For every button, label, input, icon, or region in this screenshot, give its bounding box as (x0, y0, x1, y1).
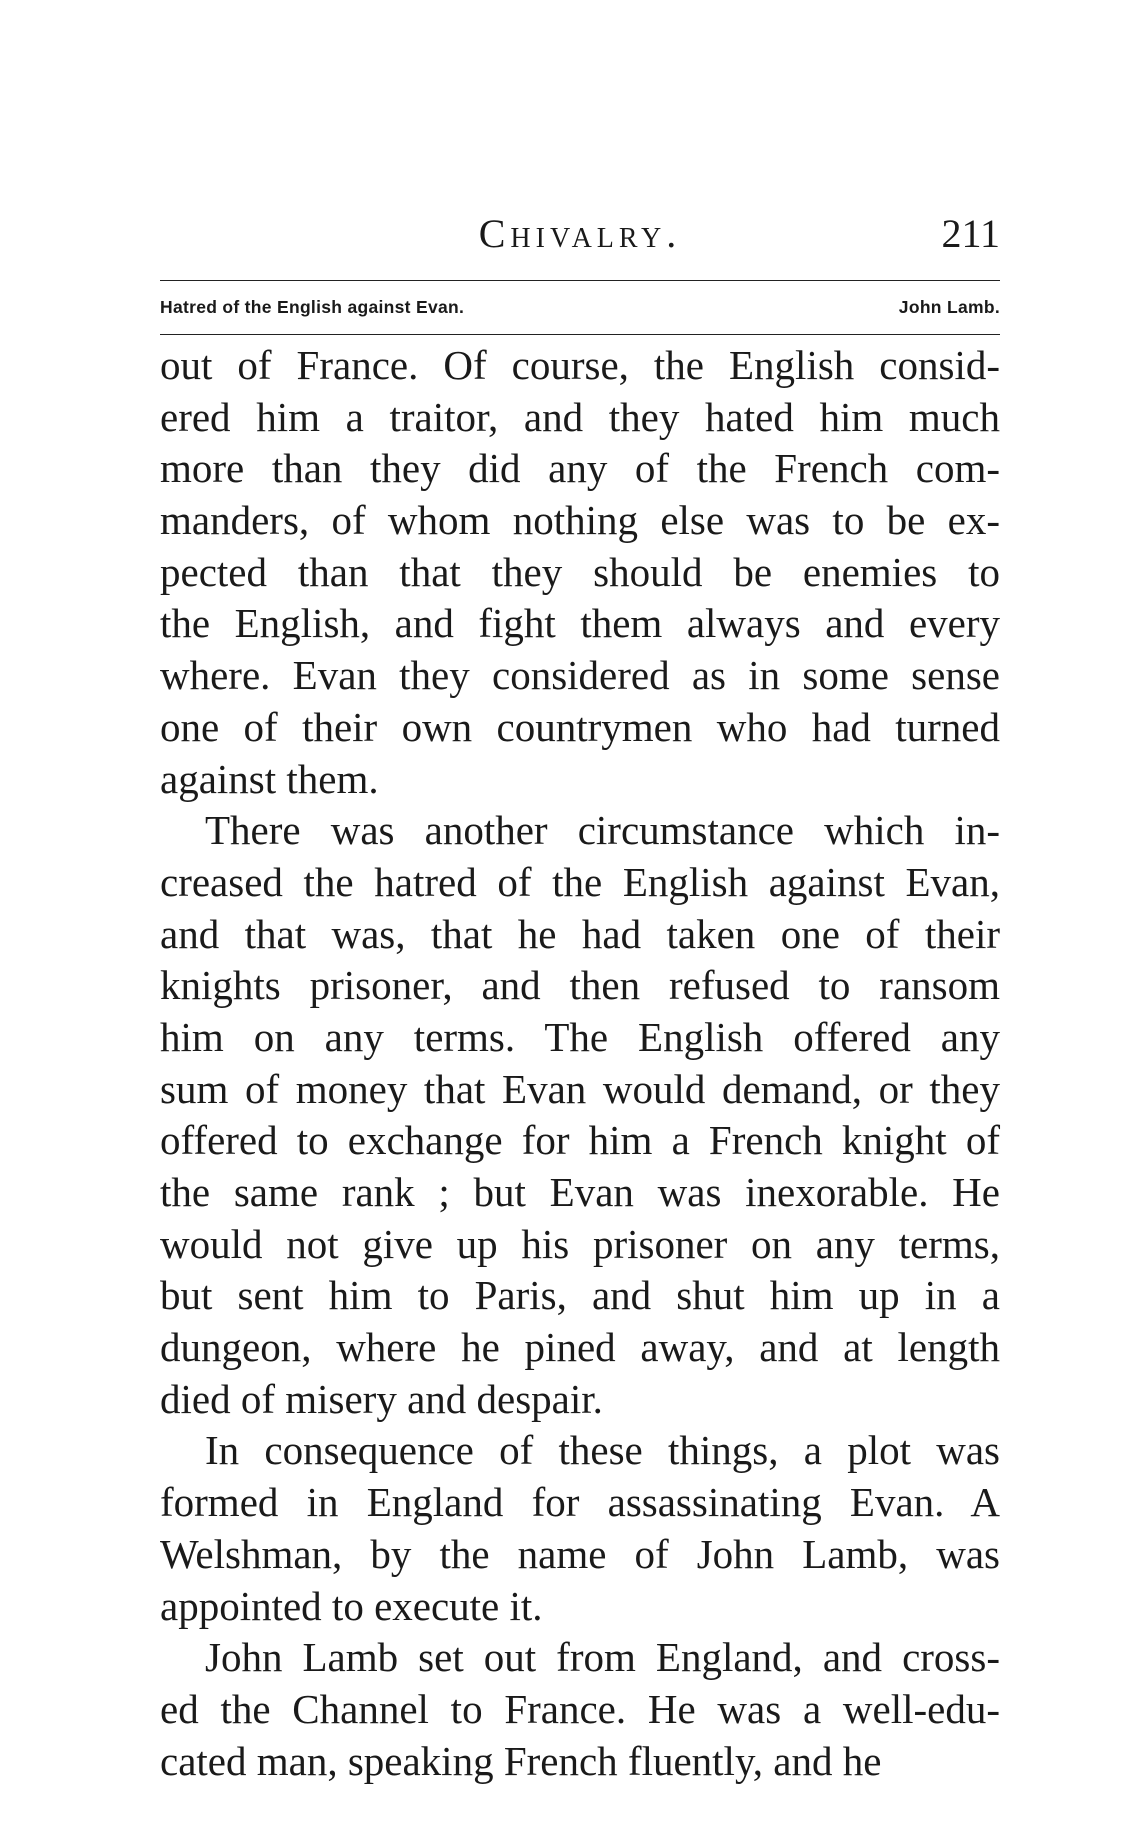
text-line: the same rank ; but Evan was inexorable. He (160, 1169, 1000, 1215)
text-line: dungeon, where he pined away, and at length (160, 1324, 1000, 1371)
running-head (160, 210, 1000, 270)
right-headline: John Lamb. (898, 297, 1000, 317)
text-line: pected than that they should be enemies to (160, 548, 1000, 595)
header-rule-bottom (160, 334, 1000, 335)
text-line: him on any terms. The English offered any (160, 1013, 1000, 1060)
text-line: sum of money that Evan would demand, or they (160, 1065, 1000, 1112)
text-line: the English, and fight them always and every (160, 600, 1000, 647)
running-title: Chivalry. (478, 211, 682, 256)
paragraph (160, 1632, 1000, 1787)
paragraph (160, 1425, 1000, 1632)
text-line: In consequence of these things, a plot was (205, 1427, 1000, 1474)
text-line: formed in England for assassinating Evan. A (160, 1479, 1000, 1526)
left-headline: Hatred of the English against Evan. (160, 297, 465, 317)
text-line: cated man, speaking French fluently, and he (160, 1737, 882, 1784)
text-line: would not give up his prisoner on any terms, (160, 1220, 1000, 1267)
text-line: There was another circumstance which in- (205, 807, 1000, 854)
text-line: ered him a traitor, and they hated him much (160, 393, 1000, 440)
body-text (160, 340, 1000, 1787)
text-line: more than they did any of the French com- (160, 445, 1000, 492)
text-line: out of France. Of course, the English consid- (160, 342, 1000, 388)
text-line: ed the Channel to France. He was a well-edu- (160, 1685, 1000, 1732)
text-line: where. Evan they considered as in some sense (160, 652, 1000, 699)
text-line: offered to exchange for him a French knight of (160, 1117, 1000, 1164)
text-line: one of their own countrymen who had turned (160, 703, 1000, 750)
text-line: appointed to execute it. (160, 1582, 543, 1629)
text-line: John Lamb set out from England, and cross- (205, 1634, 1000, 1681)
paragraph (160, 340, 1000, 805)
header-rule-top (160, 280, 1000, 281)
text-line: manders, of whom nothing else was to be ex- (160, 497, 1000, 544)
paragraph (160, 805, 1000, 1425)
text-line: and that was, that he had taken one of their (160, 910, 1000, 957)
text-line: creased the hatred of the English against Evan, (160, 858, 1000, 905)
text-line: Welshman, by the name of John Lamb, was (160, 1530, 1000, 1577)
section-headline (160, 289, 1000, 329)
text-line: died of misery and despair. (160, 1375, 603, 1422)
text-line: knights prisoner, and then refused to ransom (160, 962, 1000, 1009)
page-number: 211 (941, 211, 1000, 256)
text-line: but sent him to Paris, and shut him up in a (160, 1272, 1000, 1319)
text-line: against them. (160, 755, 379, 802)
